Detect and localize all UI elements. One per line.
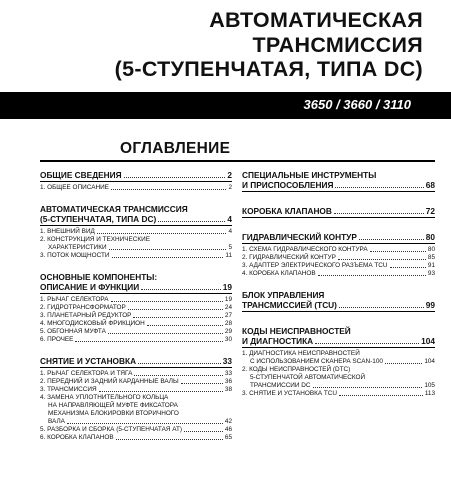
toc-text: 3. АДАПТЕР ЭЛЕКТРИЧЕСКОГО РАЗЪЕМА TCU (242, 262, 388, 269)
toc-divider (40, 160, 435, 162)
toc-item[interactable] (40, 328, 232, 336)
toc-right-column (242, 164, 435, 398)
toc-section[interactable] (40, 272, 232, 292)
page-number: 2 (228, 184, 232, 191)
toc-text: 3. ПОТОК МОЩНОСТИ (40, 252, 110, 259)
toc-item[interactable] (40, 228, 232, 236)
toc-line (40, 418, 232, 426)
page-number: 4 (227, 214, 232, 224)
toc-text: 5. РАЗБОРКА И СБОРКА (5-СТУПЕНЧАТАЯ AT) (40, 426, 183, 433)
spacer (40, 260, 232, 266)
toc-text: 1. ДИАГНОСТИКА НЕИСПРАВНОСТЕЙ (242, 350, 360, 357)
toc-section[interactable] (242, 326, 435, 346)
page-number: 105 (424, 382, 435, 389)
toc-text: АВТОМАТИЧЕСКАЯ ТРАНСМИССИЯ (40, 204, 188, 214)
dot-leader (138, 363, 221, 364)
page-number: 19 (222, 282, 232, 292)
toc-line (242, 358, 435, 366)
page-number: 80 (425, 232, 435, 242)
toc-text: 2. ГИДРАВЛИЧЕСКИЙ КОНТУР (242, 254, 336, 261)
toc-item[interactable] (242, 350, 435, 366)
toc-text: 3. СНЯТИЕ И УСТАНОВКА TCU (242, 390, 338, 397)
toc-item[interactable] (40, 370, 232, 378)
section-rule (40, 181, 232, 182)
page-number: 85 (427, 254, 435, 261)
toc-item[interactable] (40, 304, 232, 312)
dot-leader (109, 249, 227, 250)
toc-text: 6. КОРОБКА КЛАПАНОВ (40, 434, 114, 441)
toc-item[interactable] (40, 184, 232, 192)
toc-text: 2. ГИДРОТРАНСФОРМАТОР (40, 304, 126, 311)
toc-text: 1. ВНЕШНИЙ ВИД (40, 228, 95, 235)
dot-leader (97, 233, 227, 234)
toc-section[interactable] (40, 356, 232, 366)
toc-item[interactable] (242, 270, 435, 278)
toc-line (40, 282, 232, 292)
toc-text: ТРАНСМИССИЕЙ (TCU) (242, 300, 337, 310)
section-rule (40, 293, 232, 294)
section-rule (242, 191, 435, 192)
page-number: 68 (425, 180, 435, 190)
page-number: 2 (227, 170, 232, 180)
section-rule (242, 311, 435, 312)
toc-text: И ДИАГНОСТИКА (242, 336, 314, 346)
page-number: 29 (224, 328, 232, 335)
page-number: 65 (224, 434, 232, 441)
toc-text: КОДЫ НЕИСПРАВНОСТЕЙ (242, 326, 351, 336)
page-number: 4 (228, 228, 232, 235)
toc-text: 3. ТРАНСМИССИЯ (40, 386, 97, 393)
page-number: 19 (224, 296, 232, 303)
toc-text: СНЯТИЕ И УСТАНОВКА (40, 356, 137, 366)
toc-item[interactable] (40, 434, 232, 442)
toc-item[interactable] (40, 336, 232, 344)
toc-text: 5-СТУПЕНЧАТОЙ АВТОМАТИЧЕСКОЙ (250, 374, 366, 381)
toc-item[interactable] (40, 312, 232, 320)
dot-leader (318, 275, 426, 276)
toc-section[interactable] (242, 170, 435, 190)
toc-text: ОБЩИЕ СВЕДЕНИЯ (40, 170, 122, 180)
toc-text: ВАЛА (48, 418, 65, 425)
toc-item[interactable] (242, 262, 435, 270)
dot-leader (116, 439, 223, 440)
dot-leader (147, 325, 223, 326)
page-number: 91 (427, 262, 435, 269)
page-number: 30 (224, 336, 232, 343)
page-number: 27 (224, 312, 232, 319)
toc-item[interactable] (40, 252, 232, 260)
page-number: 99 (425, 300, 435, 310)
toc-item[interactable] (242, 390, 435, 398)
toc-section[interactable] (40, 170, 232, 180)
page-number: 104 (421, 336, 435, 346)
dot-leader (338, 259, 426, 260)
toc-line (40, 244, 232, 252)
page-number: 5 (228, 244, 232, 251)
spacer (242, 194, 435, 200)
dot-leader (128, 309, 223, 310)
toc-line (242, 382, 435, 390)
section-rule (242, 243, 435, 244)
toc-text: (5-СТУПЕНЧАТАЯ, ТИПА DC) (40, 214, 157, 224)
toc-text: 1. РЫЧАГ СЕЛЕКТОРА (40, 296, 109, 303)
toc-line (40, 214, 232, 224)
toc-item[interactable] (40, 426, 232, 434)
toc-item[interactable] (242, 366, 435, 390)
toc-item[interactable] (242, 246, 435, 254)
toc-item[interactable] (40, 386, 232, 394)
toc-text: 4. КОРОБКА КЛАПАНОВ (242, 270, 316, 277)
spacer (40, 344, 232, 350)
toc-section[interactable] (242, 290, 435, 310)
model-numbers: 3650 / 3660 / 3110 (303, 97, 411, 112)
dot-leader (99, 391, 223, 392)
toc-heading: ОГЛАВЛЕНИЕ (120, 140, 231, 157)
page-title (0, 8, 423, 82)
spacer (242, 314, 435, 320)
dot-leader (313, 387, 423, 388)
dot-leader (184, 431, 223, 432)
page-number: 33 (222, 356, 232, 366)
toc-line (242, 336, 435, 346)
toc-text: МЕХАНИЗМА БЛОКИРОВКИ ВТОРИЧНОГО (48, 410, 179, 417)
page-number: 80 (427, 246, 435, 253)
dot-leader (370, 251, 426, 252)
dot-leader (75, 341, 222, 342)
dot-leader (141, 289, 221, 290)
dot-leader (111, 301, 223, 302)
dot-leader (108, 333, 223, 334)
title-line-3: (5-СТУПЕНЧАТАЯ, ТИПА DC) (114, 57, 423, 81)
section-rule (40, 367, 232, 368)
toc-text: И ПРИСПОСОБЛЕНИЯ (242, 180, 334, 190)
title-line-1: АВТОМАТИЧЕСКАЯ (209, 8, 423, 32)
toc-text: КОРОБКА КЛАПАНОВ (242, 206, 332, 216)
section-rule (242, 347, 435, 348)
toc-text: ХАРАКТЕРИСТИКИ (48, 244, 107, 251)
dot-leader (335, 187, 423, 188)
toc-item[interactable] (40, 378, 232, 386)
dot-leader (67, 423, 223, 424)
spacer (40, 192, 232, 198)
toc-left-column (40, 164, 232, 442)
page-number: 28 (224, 320, 232, 327)
toc-text: НА НАПРАВЛЯЮЩЕЙ МУФТЕ ФИКСАТОРА (48, 402, 178, 409)
toc-line (242, 180, 435, 190)
page-number: 113 (424, 390, 435, 397)
dot-leader (112, 257, 224, 258)
dot-leader (390, 267, 426, 268)
spacer (242, 278, 435, 284)
toc-section[interactable] (242, 232, 435, 242)
toc-text: ТРАНСМИССИИ DC (250, 382, 311, 389)
dot-leader (334, 213, 424, 214)
toc-text: СПЕЦИАЛЬНЫЕ ИНСТРУМЕНТЫ (242, 170, 377, 180)
toc-item[interactable] (40, 236, 232, 252)
dot-leader (181, 383, 223, 384)
toc-text: 3. ПЛАНЕТАРНЫЙ РЕДУКТОР (40, 312, 132, 319)
dot-leader (339, 307, 424, 308)
page-number: 46 (224, 426, 232, 433)
dot-leader (385, 363, 422, 364)
section-rule (40, 225, 232, 226)
dot-leader (339, 395, 423, 396)
page-number: 24 (224, 304, 232, 311)
toc-text: 1. РЫЧАГ СЕЛЕКТОРА И ТЯГА (40, 370, 133, 377)
page-number: 33 (224, 370, 232, 377)
page-number: 36 (224, 378, 232, 385)
toc-text: 6. ПРОЧЕЕ (40, 336, 74, 343)
spacer (242, 220, 435, 226)
toc-line (242, 300, 435, 310)
toc-text: 2. КОДЫ НЕИСПРАВНОСТЕЙ (DTC) (242, 366, 351, 373)
page-number: 38 (224, 386, 232, 393)
toc-text: ОПИСАНИЕ И ФУНКЦИИ (40, 282, 140, 292)
toc-text: 1. ОБЩЕЕ ОПИСАНИЕ (40, 184, 109, 191)
toc-item[interactable] (40, 320, 232, 328)
dot-leader (134, 375, 223, 376)
toc-text: 4. МНОГОДИСКОВЫЙ ФРИКЦИОН (40, 320, 145, 327)
page-number: 72 (425, 206, 435, 216)
toc-item[interactable] (242, 254, 435, 262)
dot-leader (359, 239, 424, 240)
toc-text: 2. ПЕРЕДНИЙ И ЗАДНИЙ КАРДАННЫЕ ВАЛЫ (40, 378, 179, 385)
toc-section[interactable] (40, 204, 232, 224)
page-number: 93 (427, 270, 435, 277)
dot-leader (124, 177, 226, 178)
toc-text: 4. ЗАМЕНА УПЛОТНИТЕЛЬНОГО КОЛЬЦА (40, 394, 169, 401)
title-line-2: ТРАНСМИССИЯ (252, 32, 423, 57)
toc-text: ОСНОВНЫЕ КОМПОНЕНТЫ: (40, 272, 158, 282)
page-number: 42 (224, 418, 232, 425)
dot-leader (111, 189, 227, 190)
model-band (0, 92, 451, 119)
toc-item[interactable] (40, 296, 232, 304)
dot-leader (315, 343, 419, 344)
page-number: 104 (424, 358, 435, 365)
toc-text: ГИДРАВЛИЧЕСКИЙ КОНТУР (242, 232, 357, 242)
page-number: 11 (225, 252, 232, 259)
toc-item[interactable] (40, 394, 232, 426)
dot-leader (133, 317, 222, 318)
toc-text: С ИСПОЛЬЗОВАНИЕМ СКАНЕРА SCAN-100 (250, 358, 383, 365)
toc-section[interactable] (242, 206, 435, 216)
dot-leader (158, 221, 225, 222)
toc-text: БЛОК УПРАВЛЕНИЯ (242, 290, 325, 300)
toc-text: 2. КОНСТРУКЦИЯ И ТЕХНИЧЕСКИЕ (40, 236, 150, 243)
toc-text: 5. ОБГОННАЯ МУФТА (40, 328, 106, 335)
section-rule (242, 217, 435, 218)
toc-text: 1. СХЕМА ГИДРАВЛИЧЕСКОГО КОНТУРА (242, 246, 368, 253)
